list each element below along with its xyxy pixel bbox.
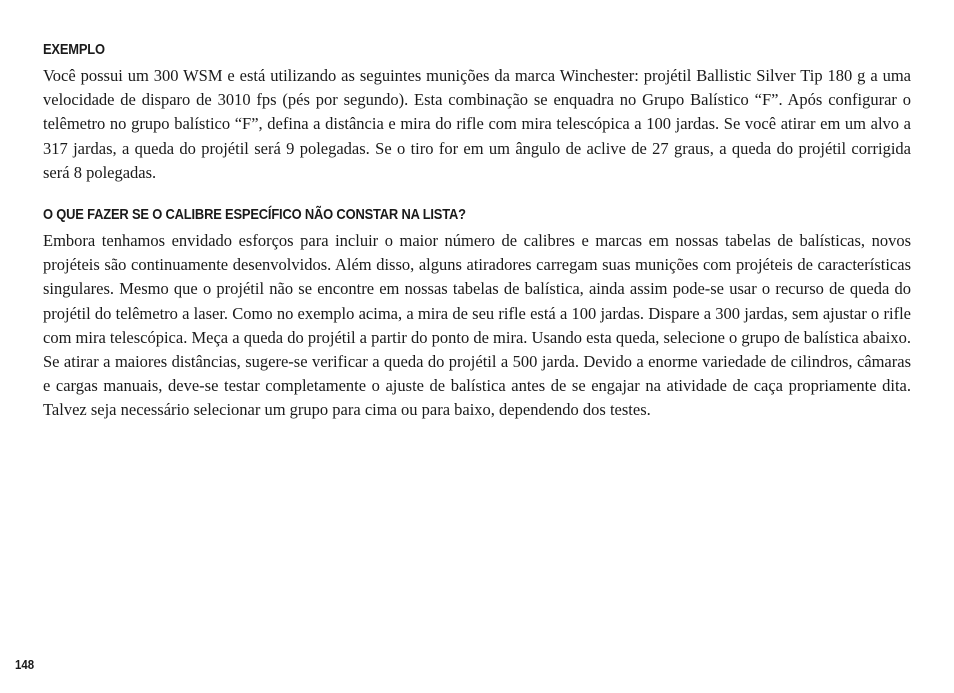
missing-caliber-section (43, 205, 911, 423)
section-body-example: Você possui um 300 WSM e está utilizando as seguintes munições da marca Winchester: projétil Ballistic Silver Tip 180 g a uma velocidade de disparo de 3010 fps (pés por segundo). Esta combinação se enquadra no Grupo Balístico “F”. Após configurar o telêmetro no grupo balístico “F”, defina a distância e mira do rifle com mira telescópica a 100 jardas. Se você atirar em um alvo a 317 jardas, a queda do projétil será 9 polegadas. Se o tiro for em um ângulo de aclive de 27 graus, a queda do projétil corrigida será 8 polegadas. (43, 66, 911, 182)
page-number: 148 (15, 657, 35, 672)
section-heading-missing-caliber: O QUE FAZER SE O CALIBRE ESPECÍFICO NÃO CONSTAR NA LISTA? (43, 206, 466, 224)
document-page (43, 40, 911, 423)
section-heading-example: EXEMPLO (43, 41, 105, 58)
section-body-missing-caliber: Embora tenhamos envidado esforços para incluir o maior número de calibres e marcas em nossas tabelas de balísticas, novos projéteis são continuamente desenvolvidos. Além disso, alguns atiradores carregam suas munições com projéteis de características singulares. Mesmo que o projétil não se encontre em nossas tabelas de balística, ainda assim pode-se usar o recurso de queda do projétil do telêmetro a laser. Como no exemplo acima, a mira de seu rifle está a 100 jardas. Dispare a 300 jardas, sem ajustar o rifle com mira telescópica. Meça a queda do projétil a partir do ponto de mira. Usando esta queda, selecione o grupo de balística abaixo. Se atirar a maiores distâncias, sugere-se verificar a queda do projétil a 500 jarda. Devido a enorme variedade de cilindros, câmaras e cargas manuais, deve-se testar completamente o ajuste de balística antes de se engajar na atividade de caça propriamente dita. Talvez seja necessário selecionar um grupo para cima ou para baixo, dependendo dos testes. (43, 231, 911, 420)
example-section (43, 40, 911, 185)
